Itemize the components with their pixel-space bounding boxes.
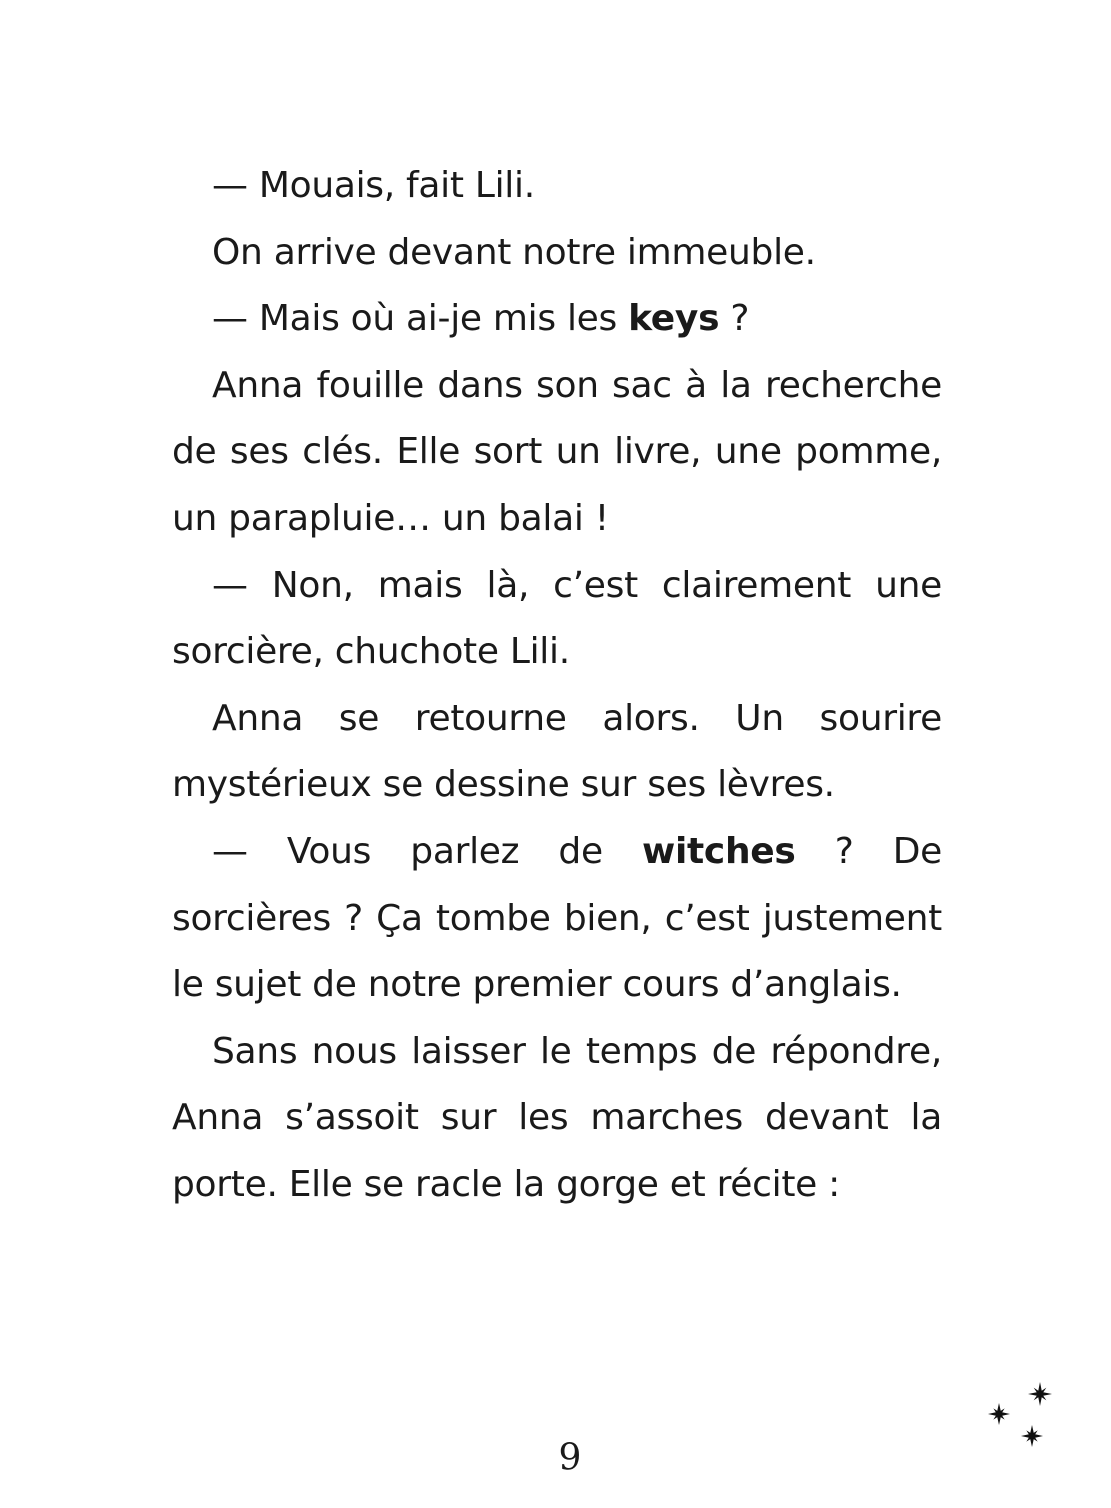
paragraph-text: Anna se retourne alors. Un sourire mystérieux se dessine sur ses lèvres. — [172, 697, 942, 806]
paragraph-text: ? — [719, 298, 750, 340]
paragraph-text: Sans nous laisser le temps de répondre, Anna s’assoit sur les marches devant la porte. Elle se racle la gorge et récite : — [172, 1030, 942, 1205]
paragraph-text: On arrive devant notre immeuble. — [212, 231, 816, 273]
story-paragraph — [172, 353, 942, 553]
paragraph-text: ? De sorcières ? Ça tombe bien, c’est justement le sujet de notre premier cours d’anglais. — [172, 830, 942, 1006]
star-top-right-icon — [1027, 1381, 1052, 1406]
story-paragraph — [172, 819, 942, 1019]
stars-icon — [984, 1380, 1064, 1460]
story-paragraph — [172, 286, 942, 353]
page-number: 9 — [558, 1437, 582, 1479]
paragraph-text: — Mouais, fait Lili. — [212, 165, 535, 206]
paragraph-text: Anna fouille dans son sac à la recherche de ses clés. Elle sort un livre, une pomme, un parapluie… un balai ! — [172, 364, 942, 539]
story-paragraph — [172, 1019, 942, 1219]
star-left-icon — [988, 1403, 1011, 1426]
star-bottom-icon — [1021, 1425, 1044, 1448]
english-word: keys — [628, 298, 720, 340]
story-paragraph — [172, 686, 942, 819]
paragraph-text: — Mais où ai-je mis les — [212, 298, 629, 340]
story-paragraph — [172, 153, 942, 220]
story-text — [172, 153, 942, 1219]
story-paragraph — [172, 553, 942, 686]
paragraph-text: — Vous parlez de — [212, 830, 643, 872]
english-word: witches — [642, 830, 796, 872]
paragraph-text: — Non, mais là, c’est clairement une sorcière, chuchote Lili. — [172, 564, 942, 673]
story-paragraph — [172, 220, 942, 287]
